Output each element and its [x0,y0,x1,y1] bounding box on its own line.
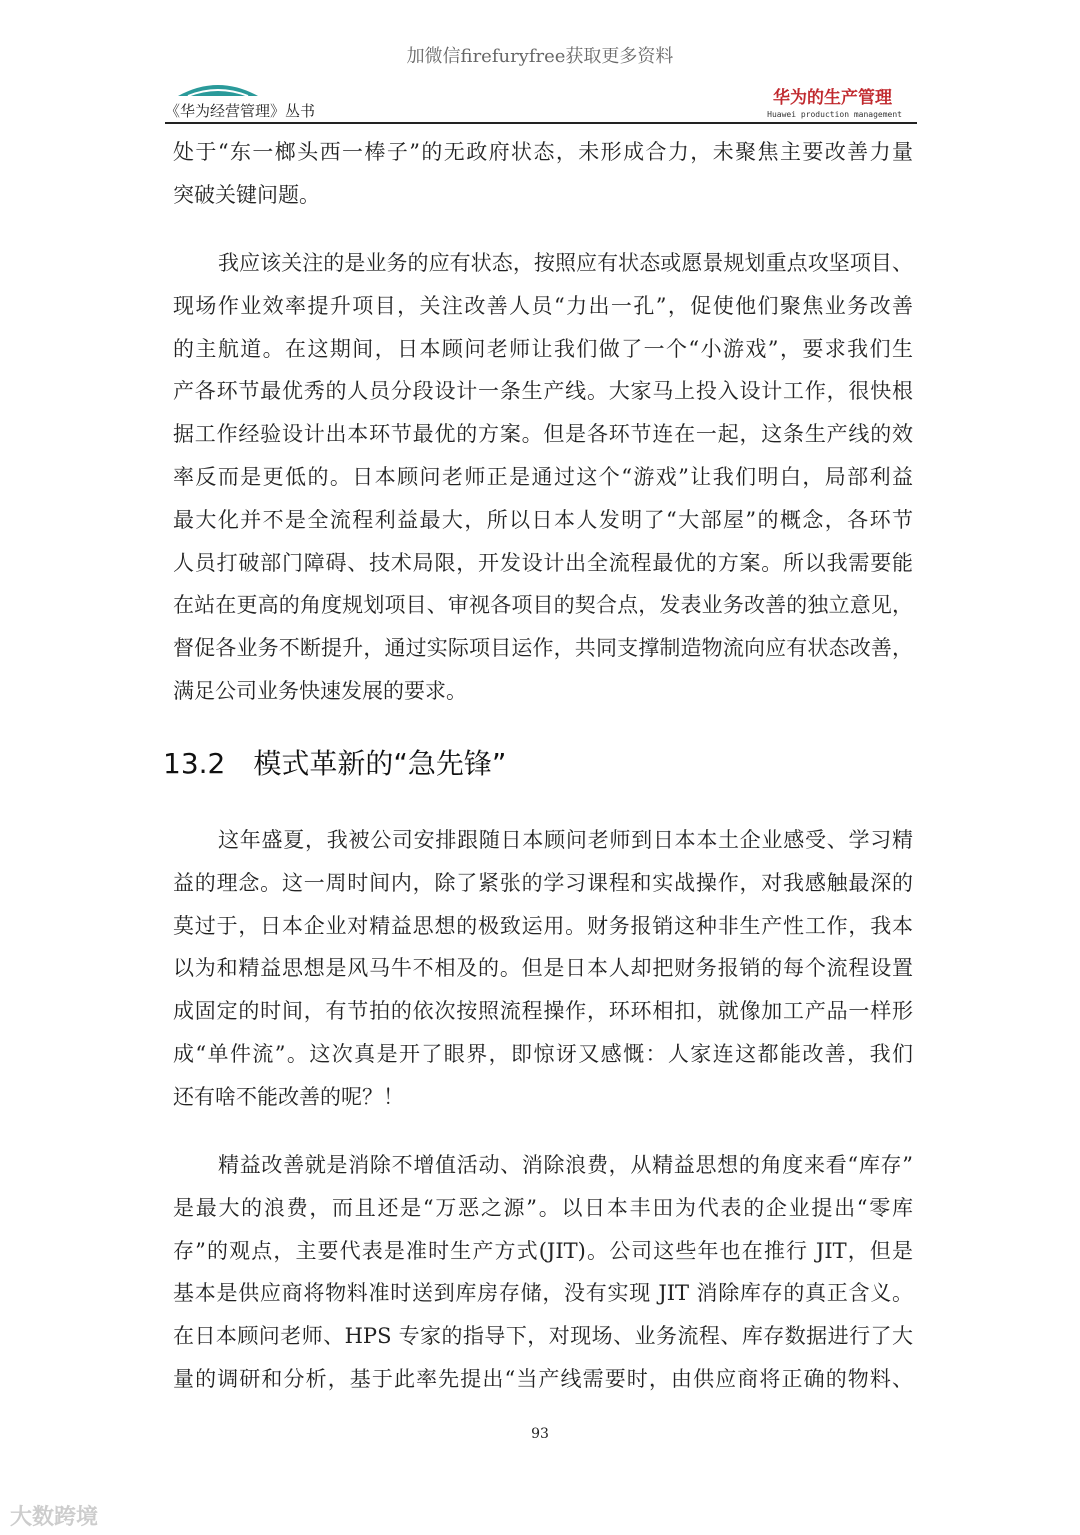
paragraph-1 [173,131,913,217]
text-line: 量的调研和分析，基于此率先提出“当产线需要时，由供应商将正确的物料、 [173,1366,913,1391]
book-title-en: Huawei production management [767,110,902,119]
text-line: 还有啥不能改善的呢？！ [173,1084,404,1109]
text-line: 我应该关注的是业务的应有状态，按照应有状态或愿景规划重点攻坚项目、 [218,251,913,275]
text-line: 益的理念。这一周时间内，除了紧张的学习课程和实战操作，对我感触最深的 [173,870,913,895]
page-number: 93 [531,1426,549,1442]
text-line: 存”的观点，主要代表是准时生产方式(JIT)。公司这些年也在推行 JIT，但是 [173,1238,913,1263]
text-line: 满足公司业务快速发展的要求。 [173,678,467,703]
text-line: 督促各业务不断提升，通过实际项目运作，共同支撑制造物流向应有状态改善， [173,636,913,661]
paragraph-3 [173,819,913,1119]
section-number: 13.2 [163,747,226,780]
section-heading [163,742,506,782]
text-line: 在站在更高的角度规划项目、审视各项目的契合点，发表业务改善的独立意见， [173,593,913,618]
text-line: 据工作经验设计出本环节最优的方案。但是各环节连在一起，这条生产线的效 [173,422,913,447]
series-name: 《华为经营管理》丛书 [165,102,316,120]
watermark-text: 加微信firefuryfree获取更多资料 [406,46,674,67]
text-line: 产各环节最优秀的人员分段设计一条生产线。大家马上投入设计工作，很快根 [173,379,913,404]
text-line: 基本是供应商将物料准时送到库房存储，没有实现 JIT 消除库存的真正含义。 [173,1281,913,1306]
footer-watermark: 大数跨境 [10,1505,99,1530]
text-line: 现场作业效率提升项目，关注改善人员“力出一孔”，促使他们聚焦业务改善 [173,293,913,318]
series-logo-icon [178,78,258,98]
text-line: 最大化并不是全流程利益最大，所以日本人发明了“大部屋”的概念，各环节 [173,507,913,532]
text-line: 人员打破部门障碍、技术局限，开发设计出全流程最优的方案。所以我需要能 [173,550,913,575]
text-line: 成固定的时间，有节拍的依次按照流程操作，环环相扣，就像加工产品一样形 [173,999,913,1024]
section-title: 模式革新的“急先锋” [253,747,507,780]
paragraph-2 [173,242,913,713]
text-line: 莫过于，日本企业对精益思想的极致运用。财务报销这种非生产性工作，我本 [173,913,913,938]
text-line: 精益改善就是消除不增值活动、消除浪费，从精益思想的角度来看“库存” [218,1153,913,1177]
text-line: 率反而是更低的。日本顾问老师正是通过这个“游戏”让我们明白，局部利益 [173,464,913,489]
header-rule [165,122,917,124]
book-title: 华为的生产管理 [773,88,892,108]
text-line: 以为和精益思想是风马牛不相及的。但是日本人却把财务报销的每个流程设置 [173,956,913,981]
text-line: 在日本顾问老师、HPS 专家的指导下，对现场、业务流程、库存数据进行了大 [173,1324,913,1349]
text-line: 的主航道。在这期间，日本顾问老师让我们做了一个“小游戏”，要求我们生 [173,336,914,361]
text-line: 突破关键问题。 [173,182,320,207]
text-line: 处于“东一榔头西一棒子”的无政府状态，未形成合力，未聚焦主要改善力量 [173,140,913,164]
paragraph-4 [173,1144,913,1401]
text-line: 这年盛夏，我被公司安排跟随日本顾问老师到日本本土企业感受、学习精 [218,828,913,852]
text-line: 是最大的浪费，而且还是“万恶之源”。以日本丰田为代表的企业提出“零库 [173,1195,913,1220]
text-line: 成“单件流”。这次真是开了眼界，即惊讶又感慨：人家连这都能改善，我们 [173,1041,913,1066]
